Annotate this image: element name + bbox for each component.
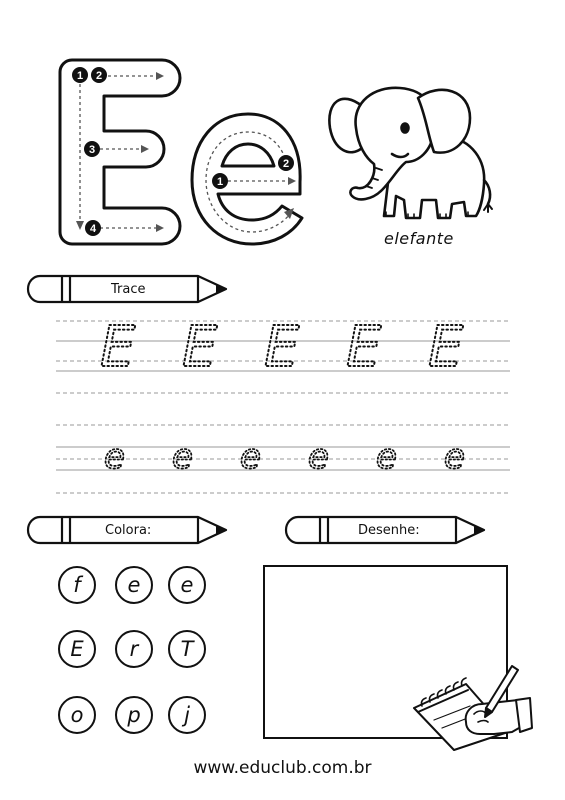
- svg-text:2: 2: [282, 158, 290, 170]
- footer-url[interactable]: www.educlub.com.br: [193, 758, 372, 778]
- picture-word: elefante: [384, 229, 454, 248]
- trace-lower-letter: e: [444, 437, 465, 477]
- stroke-number-upper-4: [85, 220, 101, 236]
- svg-text:1: 1: [76, 70, 84, 82]
- trace-upper-letter: E: [100, 315, 136, 380]
- colora-label: Colora:: [105, 523, 152, 538]
- stroke-number-upper-2: [91, 67, 107, 83]
- svg-text:1: 1: [216, 176, 224, 188]
- color-letter-circle[interactable]: e: [168, 566, 206, 604]
- trace-upper-letter: E: [346, 315, 382, 380]
- trace-lower-letter: e: [172, 437, 193, 477]
- big-letter-upper-e: [58, 58, 183, 248]
- stroke-number-lower-1: [212, 173, 228, 189]
- svg-text:2: 2: [95, 70, 103, 82]
- trace-upper-letter: E: [428, 315, 464, 380]
- color-letter-circle[interactable]: j: [168, 696, 206, 734]
- trace-upper-letter: E: [264, 315, 300, 380]
- stroke-number-upper-1: [72, 67, 88, 83]
- trace-upper-row: [90, 315, 470, 380]
- trace-lower-letter: e: [240, 437, 261, 477]
- trace-lower-letter: e: [376, 437, 397, 477]
- color-letter-circle[interactable]: r: [115, 630, 153, 668]
- big-letter-lower-e: [188, 110, 313, 248]
- svg-text:4: 4: [89, 223, 97, 235]
- elephant-icon: [322, 76, 502, 226]
- stroke-number-lower-2: [278, 155, 294, 171]
- hand-writing-notepad-icon: [408, 662, 533, 752]
- trace-lower-letter: e: [104, 437, 125, 477]
- color-letter-circle[interactable]: T: [168, 630, 206, 668]
- svg-text:3: 3: [88, 144, 96, 156]
- stroke-number-upper-3: [84, 141, 100, 157]
- trace-upper-letter: E: [182, 315, 218, 380]
- color-letter-circle[interactable]: p: [115, 696, 153, 734]
- color-letter-circle[interactable]: o: [58, 696, 96, 734]
- color-letter-circle[interactable]: e: [115, 566, 153, 604]
- trace-lower-letter: e: [308, 437, 329, 477]
- color-letter-circle[interactable]: f: [58, 566, 96, 604]
- desenhe-label: Desenhe:: [358, 523, 420, 538]
- color-letter-circle[interactable]: E: [58, 630, 96, 668]
- trace-lower-row: [96, 437, 476, 477]
- trace-label: Trace: [111, 282, 146, 297]
